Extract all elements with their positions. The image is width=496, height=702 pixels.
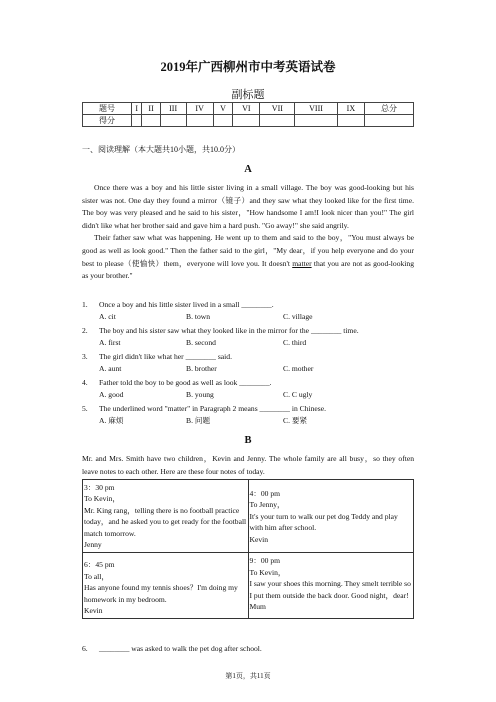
score-cell: III <box>160 103 186 115</box>
note-time: 6：45 pm <box>84 560 115 570</box>
note-recipient: To Jenny， <box>249 500 285 510</box>
option-b[interactable]: B. second <box>186 338 216 347</box>
score-blank-cell <box>337 115 364 127</box>
option-a[interactable]: A. good <box>99 390 124 399</box>
note-body: It's your turn to walk our pet dog Teddy and play with him after school. <box>249 511 398 533</box>
notes-row <box>83 480 414 553</box>
question-number: 1. <box>82 300 88 309</box>
question-number: 4. <box>82 378 88 387</box>
question-number: 2. <box>82 326 88 335</box>
score-table-header-row <box>83 103 414 115</box>
score-blank-cell <box>295 115 338 127</box>
score-cell: V <box>213 103 233 115</box>
option-a[interactable]: A. cit <box>99 312 116 321</box>
note-recipient: To Kevin， <box>84 494 120 504</box>
passage-b-intro <box>82 453 414 478</box>
note-signature: Kevin <box>84 606 103 616</box>
note-signature: Kevin <box>249 534 269 544</box>
passage-b-intro-text: Mr. and Mrs. Smith have two children，Kevin and Jenny. The whole family are all busy，so they often leave notes to each other. Here are these four notes of today. <box>82 454 414 476</box>
question-text: ________ was asked to walk the pet dog after school. <box>99 644 262 653</box>
score-cell: IX <box>337 103 364 115</box>
question-number: 6. <box>82 644 88 653</box>
score-blank-cell <box>365 115 414 127</box>
note-cell <box>248 480 414 553</box>
option-a[interactable]: A. 麻烦 <box>99 416 124 425</box>
note-cell <box>248 553 414 619</box>
note-cell <box>83 480 249 553</box>
question-number: 5. <box>82 404 88 413</box>
score-cell: VI <box>233 103 260 115</box>
score-blank-cell <box>142 115 160 127</box>
question-text: Once a boy and his little sister lived in a small ________. <box>99 300 274 309</box>
note-body: Has anyone found my tennis shoes？I'm doing my homework in my bedroom. <box>84 583 238 604</box>
score-blank-cell <box>233 115 260 127</box>
question-text: The boy and his sister saw what they looked like in the mirror for the ________ time. <box>99 326 359 335</box>
note-signature: Jenny <box>84 540 102 550</box>
score-label-cell: 得分 <box>83 115 132 127</box>
option-b[interactable]: B. 问题 <box>186 416 211 425</box>
question-text: Father told the boy to be good as well as look ________. <box>99 378 272 387</box>
score-blank-cell <box>186 115 213 127</box>
score-cell: 题号 <box>83 103 132 115</box>
option-c[interactable]: C. 要紧 <box>283 416 308 425</box>
underlined-word: matter <box>292 258 312 268</box>
score-blank-cell <box>213 115 233 127</box>
question-text: The underlined word "matter" in Paragraph 2 means ________ in Chinese. <box>99 404 326 413</box>
option-c[interactable]: C. village <box>283 312 313 321</box>
option-c[interactable]: C. mother <box>283 364 314 373</box>
passage-a-heading: A <box>244 164 252 175</box>
score-cell: VIII <box>295 103 338 115</box>
exam-title: 2019年广西柳州市中考英语试卷 <box>160 60 336 74</box>
paragraph-text: that you are not as good-looking as your brother." <box>82 258 414 281</box>
question-number: 3. <box>82 352 88 361</box>
paragraph-text: Their father saw what was happening. He went up to them and said to the boy，"You must always be good as well as look good." Then the father said to the girl，"My dear，if you help everyone and do your best to please（使愉快）them，everyone will love you. It doesn't <box>82 233 414 268</box>
note-body: I saw your shoes this morning. They smelt terrible so I put them outside the back door. Good night，dear! <box>249 579 411 600</box>
option-a[interactable]: A. aunt <box>99 364 122 373</box>
option-a[interactable]: A. first <box>99 338 121 347</box>
option-c[interactable]: C. C ugly <box>283 390 313 399</box>
passage-a-paragraph-2 <box>82 232 414 282</box>
option-c[interactable]: C. third <box>283 338 307 347</box>
notes-row <box>83 553 414 619</box>
score-blank-cell <box>131 115 142 127</box>
question-text: The girl didn't like what her ________ said. <box>99 352 232 361</box>
note-recipient: To Kevin， <box>249 567 286 577</box>
option-b[interactable]: B. town <box>186 312 211 321</box>
passage-a-paragraph-1: Once there was a boy and his little sister living in a small village. The boy was good-looking but his sister was not. One day they found a mirror（镜子）and they saw what they looked like for the first time. The boy was very pleased and he said to his sister，"How handsome I am!I look nicer than you!" The girl didn't like what her brother said and gave him a hard push. "Go away!" she said angrily. <box>82 183 414 230</box>
score-cell: 总分 <box>365 103 414 115</box>
note-body: Mr. King rang，telling there is no football practice today，and he asked you to get ready for the football match tomorrow. <box>84 505 247 538</box>
option-b[interactable]: B. brother <box>186 364 217 373</box>
option-b[interactable]: B. young <box>186 390 214 399</box>
score-cell: II <box>142 103 160 115</box>
page-footer: 第1页，共11页 <box>225 672 271 680</box>
note-time: 9：00 pm <box>249 556 281 566</box>
passage-a-text <box>82 182 414 283</box>
section-title: 一、阅读理解（本大题共10小题，共10.0分） <box>82 145 240 154</box>
score-table-score-row <box>83 115 414 127</box>
passage-b-heading: B <box>244 435 252 446</box>
note-cell <box>83 553 249 619</box>
note-recipient: To all， <box>84 571 109 581</box>
note-time: 3：30 pm <box>84 483 115 492</box>
score-blank-cell <box>160 115 186 127</box>
exam-subtitle: 副标题 <box>231 89 265 101</box>
score-cell: IV <box>186 103 213 115</box>
note-time: 4：00 pm <box>249 489 281 498</box>
note-signature: Mum <box>249 602 266 612</box>
score-cell: I <box>131 103 142 115</box>
score-cell: VII <box>260 103 295 115</box>
notes-table <box>82 479 414 619</box>
score-table <box>82 102 414 127</box>
score-blank-cell <box>260 115 295 127</box>
